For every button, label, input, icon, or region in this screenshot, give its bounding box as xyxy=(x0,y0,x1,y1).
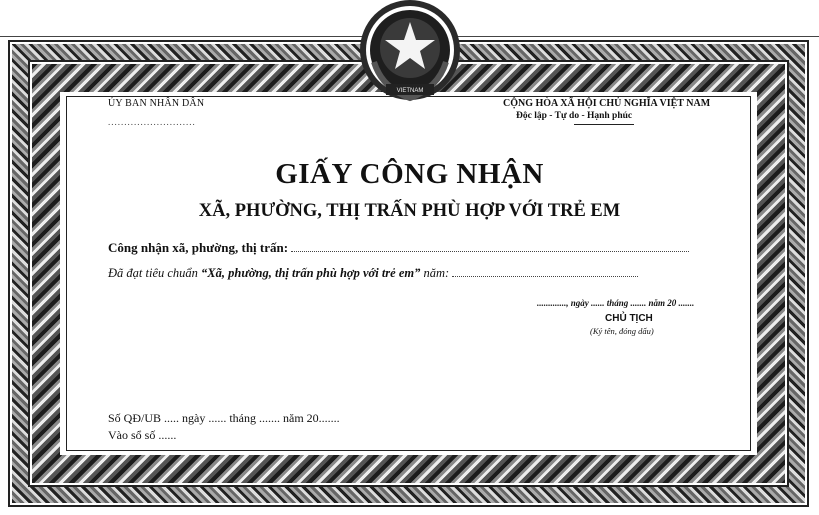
certificate-subtitle: XÃ, PHƯỜNG, THỊ TRẤN PHÙ HỢP VỚI TRẺ EM xyxy=(198,201,621,221)
certificate-title: GIẤY CÔNG NHẬN xyxy=(275,158,544,190)
issuing-authority: ỦY BAN NHÂN DÂN xyxy=(108,98,205,109)
decision-number-line: Số QĐ/UB ..... ngày ...... tháng ....... năm 20....... xyxy=(108,411,340,425)
standard-prefix: Đã đạt tiêu chuẩn xyxy=(108,266,198,280)
standard-year-blank xyxy=(452,268,638,277)
authority-name-blank: ........................... xyxy=(108,117,196,127)
recognition-line xyxy=(108,240,689,256)
motto-underline xyxy=(574,124,634,125)
country-name: CỘNG HÒA XÃ HỘI CHỦ NGHĨA VIỆT NAM xyxy=(503,98,711,109)
standard-line xyxy=(108,266,638,281)
standard-quote: “Xã, phường, thị trấn phù hợp với trẻ em” xyxy=(201,266,421,280)
svg-text:VIETNAM: VIETNAM xyxy=(396,88,424,94)
standard-year-label: năm: xyxy=(423,266,450,280)
sign-date-line: ............., ngày ...... tháng ....... năm 20 ....... xyxy=(537,298,695,308)
national-motto: Độc lập - Tự do - Hạnh phúc xyxy=(516,111,633,121)
register-number-line: Vào sổ số ...... xyxy=(108,428,177,442)
chairman-title: CHỦ TỊCH xyxy=(605,313,653,324)
recognition-label: Công nhận xã, phường, thị trấn: xyxy=(108,240,289,255)
signature-note: (Ký tên, đóng dấu) xyxy=(590,326,654,336)
national-emblem-icon xyxy=(352,0,468,112)
recognition-blank xyxy=(291,243,689,252)
